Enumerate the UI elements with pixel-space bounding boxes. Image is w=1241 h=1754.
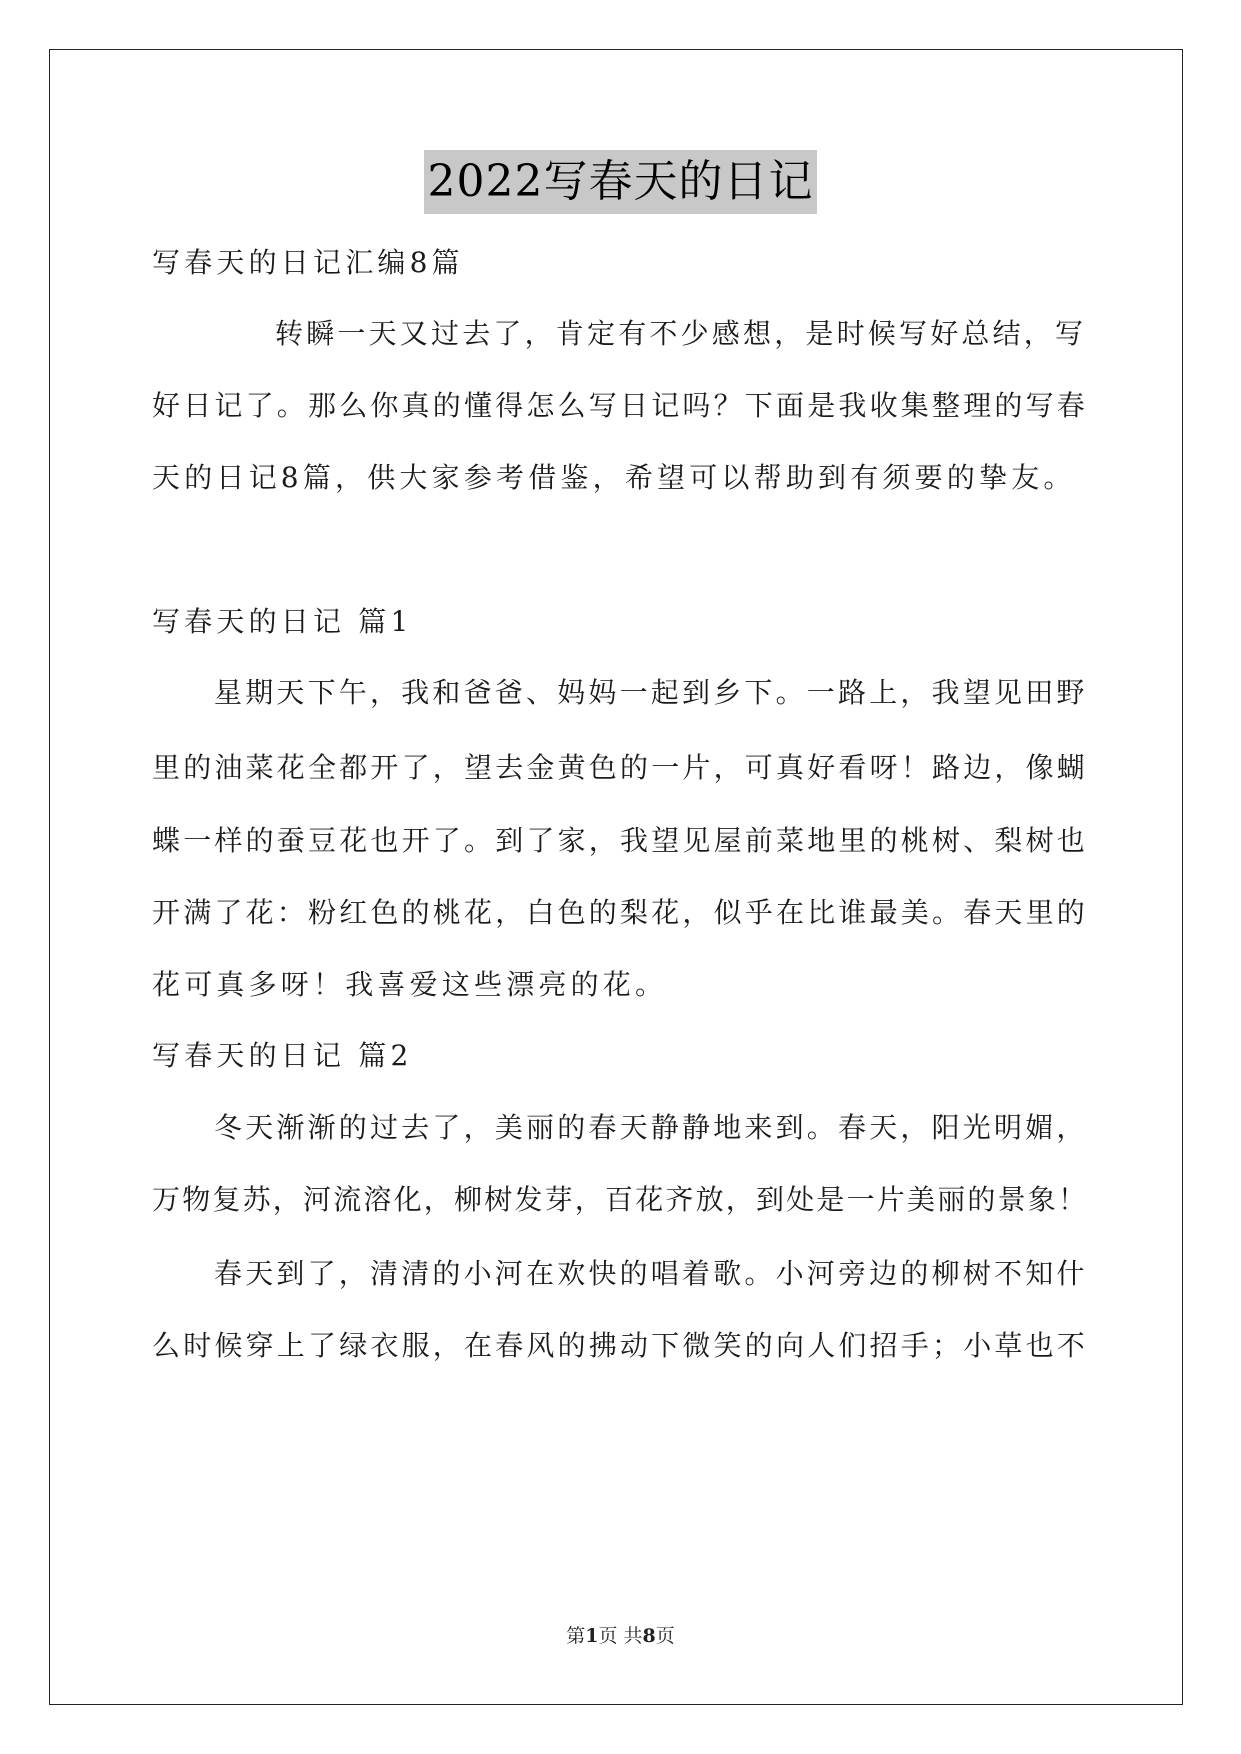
total-pages-number: 8 — [642, 1625, 656, 1647]
section-heading: 写春天的日记 篇1 — [152, 605, 413, 638]
paragraph-line: 星期天下午，我和爸爸、妈妈一起到乡下。一路上，我望见田野 — [214, 676, 1088, 709]
paragraph-line: 开满了花：粉红色的桃花，白色的梨花，似乎在比谁最美。春天里的 — [152, 896, 1089, 929]
paragraph-line: 春天到了，清清的小河在欢快的唱着歌。小河旁边的柳树不知什 — [214, 1257, 1088, 1290]
paragraph-line: 蝶一样的蚕豆花也开了。到了家，我望见屋前菜地里的桃树、梨树也 — [152, 824, 1089, 857]
page-footer — [0, 1624, 1241, 1648]
intro-line: 天的日记8篇，供大家参考借鉴，希望可以帮助到有须要的挚友。 — [152, 461, 1076, 494]
paragraph-line: 冬天渐渐的过去了，美丽的春天静静地来到。春天，阳光明媚， — [214, 1111, 1088, 1144]
page-border — [49, 49, 1183, 1705]
paragraph-line: 万物复苏，河流溶化，柳树发芽，百花齐放，到处是一片美丽的景象！ — [152, 1183, 1089, 1216]
paragraph-line: 花可真多呀！我喜爱这些漂亮的花。 — [152, 968, 668, 1001]
section-heading: 写春天的日记 篇2 — [152, 1039, 413, 1072]
footer-middle: 页 共 — [598, 1625, 643, 1647]
current-page-number: 1 — [585, 1625, 599, 1647]
document-title: 2022写春天的日记 — [424, 150, 818, 214]
paragraph-line: 么时候穿上了绿衣服，在春风的拂动下微笑的向人们招手；小草也不 — [152, 1329, 1089, 1362]
document-subtitle: 写春天的日记汇编8篇 — [152, 246, 464, 279]
footer-suffix: 页 — [655, 1625, 675, 1647]
title-container — [0, 150, 1241, 214]
footer-prefix: 第 — [566, 1625, 586, 1647]
intro-line: 转瞬一天又过去了，肯定有不少感想，是时候写好总结，写 — [275, 317, 1087, 350]
paragraph-line: 里的油菜花全都开了，望去金黄色的一片，可真好看呀！路边，像蝴 — [152, 751, 1089, 784]
intro-line: 好日记了。那么你真的懂得怎么写日记吗？下面是我收集整理的写春 — [152, 389, 1089, 422]
